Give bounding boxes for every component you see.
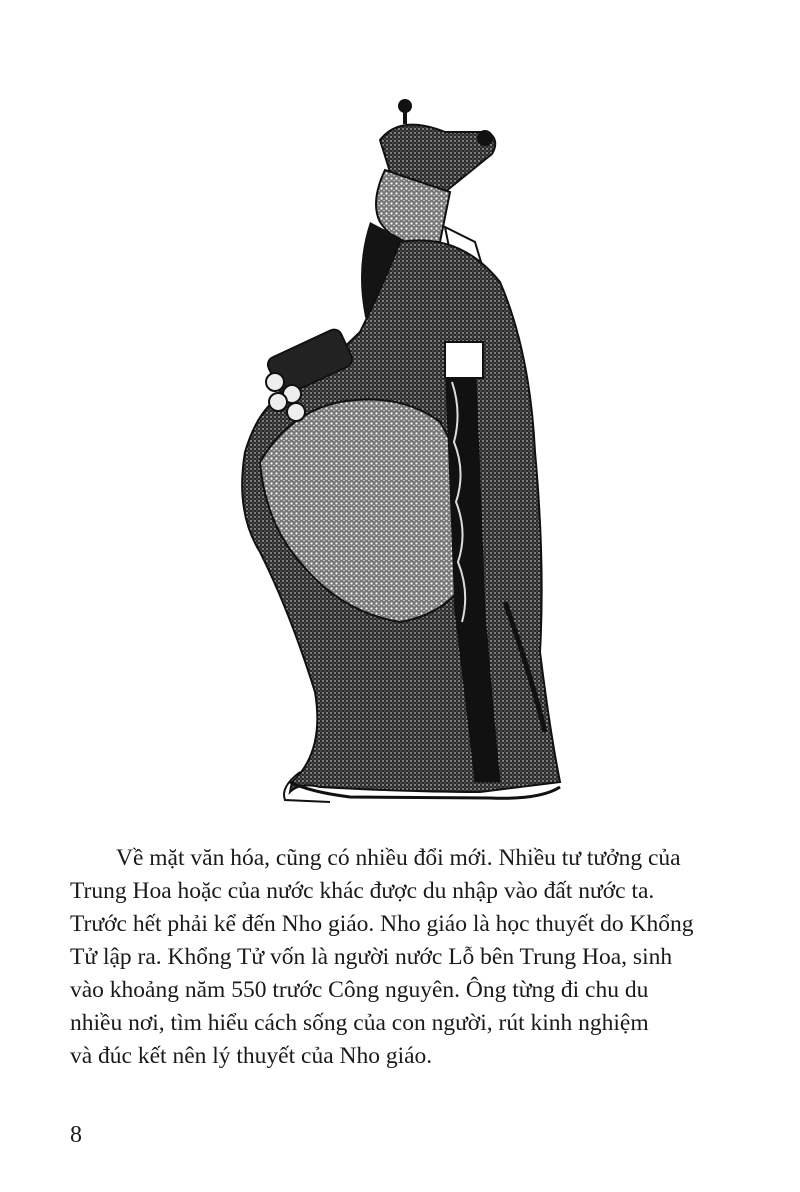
paragraph-line: nhiều nơi, tìm hiểu cách sống của con người, rút kinh nghiệm xyxy=(70,1010,649,1036)
body-paragraph xyxy=(70,842,760,1073)
paragraph-line: Về mặt văn hóa, cũng có nhiều đổi mới. Nhiều tư tưởng của xyxy=(116,845,681,871)
paragraph-line: Tử lập ra. Khổng Tử vốn là người nước Lỗ bên Trung Hoa, sinh xyxy=(70,944,673,970)
paragraph-line: vào khoảng năm 550 trước Công nguyên. Ông từng đi chu du xyxy=(70,977,649,1003)
confucius-illustration xyxy=(230,92,570,812)
paragraph-line: và đúc kết nên lý thuyết của Nho giáo. xyxy=(70,1043,433,1069)
page-number: 8 xyxy=(70,1122,82,1148)
figure-in-robes-holding-scrolls-icon xyxy=(230,92,570,812)
paragraph-line: Trung Hoa hoặc của nước khác được du nhập vào đất nước ta. xyxy=(70,878,655,904)
paragraph-line: Trước hết phải kể đến Nho giáo. Nho giáo là học thuyết do Khổng xyxy=(70,911,694,937)
